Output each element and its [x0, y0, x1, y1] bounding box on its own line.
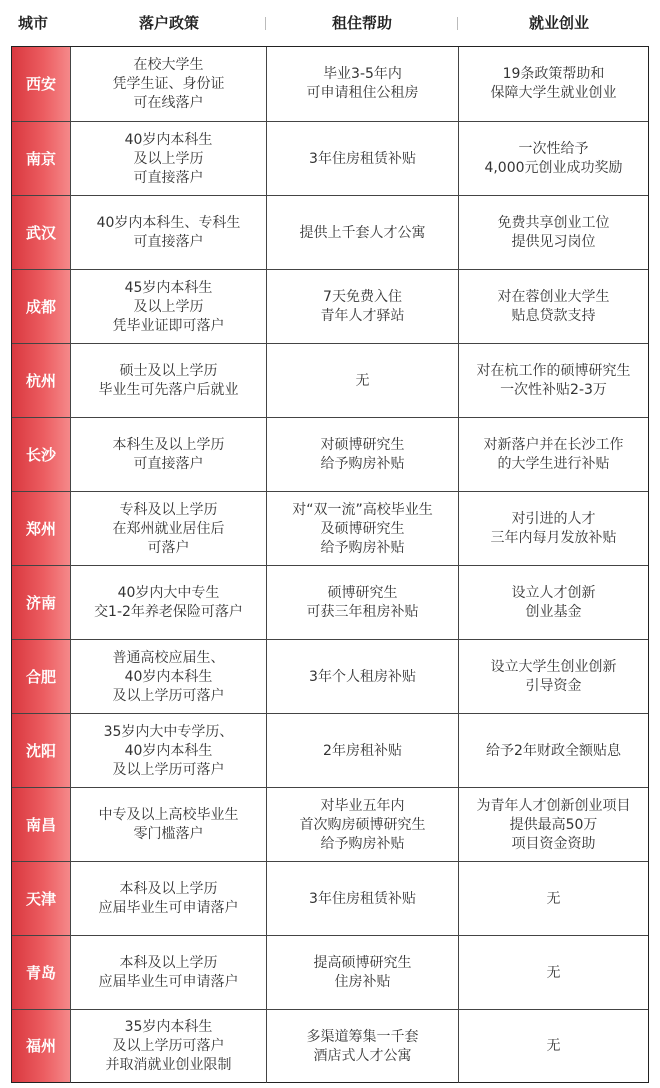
rent-help-cell: 提供上千套人才公寓 — [266, 196, 458, 270]
city-cell: 长沙 — [25, 445, 56, 464]
table-row — [12, 565, 648, 640]
settle-policy-cell: 35岁内本科生 及以上学历可落户 并取消就业创业限制 — [70, 1010, 266, 1083]
city-cell: 郑州 — [25, 519, 56, 538]
rent-help-cell: 对“双一流”高校毕业生 及硕博研究生 给予购房补贴 — [266, 492, 458, 566]
header-city: 城市 — [18, 14, 49, 32]
employment-cell: 对在杭工作的硕博研究生 一次性补贴2-3万 — [458, 344, 648, 418]
table-row — [12, 343, 648, 418]
rent-help-cell: 7天免费入住 青年人才驿站 — [266, 270, 458, 344]
employment-cell: 对在蓉创业大学生 贴息贷款支持 — [458, 270, 648, 344]
city-cell: 天津 — [25, 889, 56, 908]
table-row — [12, 935, 648, 1010]
city-cell: 武汉 — [25, 223, 56, 242]
header-rent — [266, 0, 458, 46]
table-row — [12, 713, 648, 788]
rent-help-cell: 3年住房租赁补贴 — [266, 122, 458, 196]
header-settle-label: 落户政策 — [138, 14, 199, 32]
employment-cell: 无 — [458, 862, 648, 936]
rent-help-cell: 硕博研究生 可获三年租房补贴 — [266, 566, 458, 640]
rent-help-cell: 2年房租补贴 — [266, 714, 458, 788]
city-cell: 青岛 — [25, 963, 56, 982]
rent-help-cell: 3年个人租房补贴 — [266, 640, 458, 714]
city-cell: 西安 — [25, 74, 56, 93]
table-row — [12, 269, 648, 344]
city-cell: 杭州 — [25, 371, 56, 390]
rent-help-cell: 3年住房租赁补贴 — [266, 862, 458, 936]
rent-help-cell: 对硕博研究生 给予购房补贴 — [266, 418, 458, 492]
table-row — [12, 639, 648, 714]
employment-cell: 一次性给予 4,000元创业成功奖励 — [458, 122, 648, 196]
settle-policy-cell: 40岁内本科生 及以上学历 可直接落户 — [70, 122, 266, 196]
rent-help-cell: 对毕业五年内 首次购房硕博研究生 给予购房补贴 — [266, 788, 458, 862]
settle-policy-cell: 专科及以上学历 在郑州就业居住后 可落户 — [70, 492, 266, 566]
table-row — [12, 787, 648, 862]
settle-policy-cell: 40岁内大中专生 交1-2年养老保险可落户 — [70, 566, 266, 640]
employment-cell: 对引进的人才 三年内每月发放补贴 — [458, 492, 648, 566]
table-header — [0, 0, 660, 46]
settle-policy-cell: 在校大学生 凭学生证、身份证 可在线落户 — [70, 47, 266, 121]
employment-cell: 设立人才创新 创业基金 — [458, 566, 648, 640]
settle-policy-cell: 本科及以上学历 应届毕业生可申请落户 — [70, 936, 266, 1010]
table-row — [12, 121, 648, 196]
rent-help-cell: 无 — [266, 344, 458, 418]
settle-policy-cell: 普通高校应届生、 40岁内本科生 及以上学历可落户 — [70, 640, 266, 714]
city-cell: 成都 — [25, 297, 56, 316]
employment-cell: 对新落户并在长沙工作 的大学生进行补贴 — [458, 418, 648, 492]
table-row — [12, 861, 648, 936]
city-cell: 南京 — [25, 149, 56, 168]
settle-policy-cell: 45岁内本科生 及以上学历 凭毕业证即可落户 — [70, 270, 266, 344]
employment-cell: 免费共享创业工位 提供见习岗位 — [458, 196, 648, 270]
rent-help-cell: 毕业3-5年内 可申请租住公租房 — [266, 47, 458, 121]
table-row — [12, 195, 648, 270]
settle-policy-cell: 40岁内本科生、专科生 可直接落户 — [70, 196, 266, 270]
employment-cell: 给予2年财政全额贴息 — [458, 714, 648, 788]
employment-cell: 19条政策帮助和 保障大学生就业创业 — [458, 47, 648, 121]
header-settle — [72, 0, 266, 46]
rent-help-cell: 多渠道筹集一千套 酒店式人才公寓 — [266, 1010, 458, 1083]
employment-cell: 无 — [458, 936, 648, 1010]
table-row — [12, 491, 648, 566]
policy-table — [11, 46, 649, 1083]
table-row — [12, 1009, 648, 1083]
settle-policy-cell: 本科及以上学历 应届毕业生可申请落户 — [70, 862, 266, 936]
table-row — [12, 417, 648, 492]
city-cell: 济南 — [25, 593, 56, 612]
settle-policy-cell: 本科生及以上学历 可直接落户 — [70, 418, 266, 492]
rent-help-cell: 提高硕博研究生 住房补贴 — [266, 936, 458, 1010]
city-cell: 南昌 — [25, 815, 56, 834]
settle-policy-cell: 硕士及以上学历 毕业生可先落户后就业 — [70, 344, 266, 418]
employment-cell: 无 — [458, 1010, 648, 1083]
header-rent-label: 租住帮助 — [331, 14, 392, 32]
settle-policy-cell: 35岁内大中专学历、 40岁内本科生 及以上学历可落户 — [70, 714, 266, 788]
table-row — [12, 47, 648, 121]
employment-cell: 为青年人才创新创业项目 提供最高50万 项目资金资助 — [458, 788, 648, 862]
city-cell: 沈阳 — [25, 741, 56, 760]
employment-cell: 设立大学生创业创新 引导资金 — [458, 640, 648, 714]
city-cell: 合肥 — [25, 667, 56, 686]
header-employ: 就业创业 — [528, 14, 589, 32]
city-cell: 福州 — [25, 1037, 56, 1055]
settle-policy-cell: 中专及以上高校毕业生 零门槛落户 — [70, 788, 266, 862]
